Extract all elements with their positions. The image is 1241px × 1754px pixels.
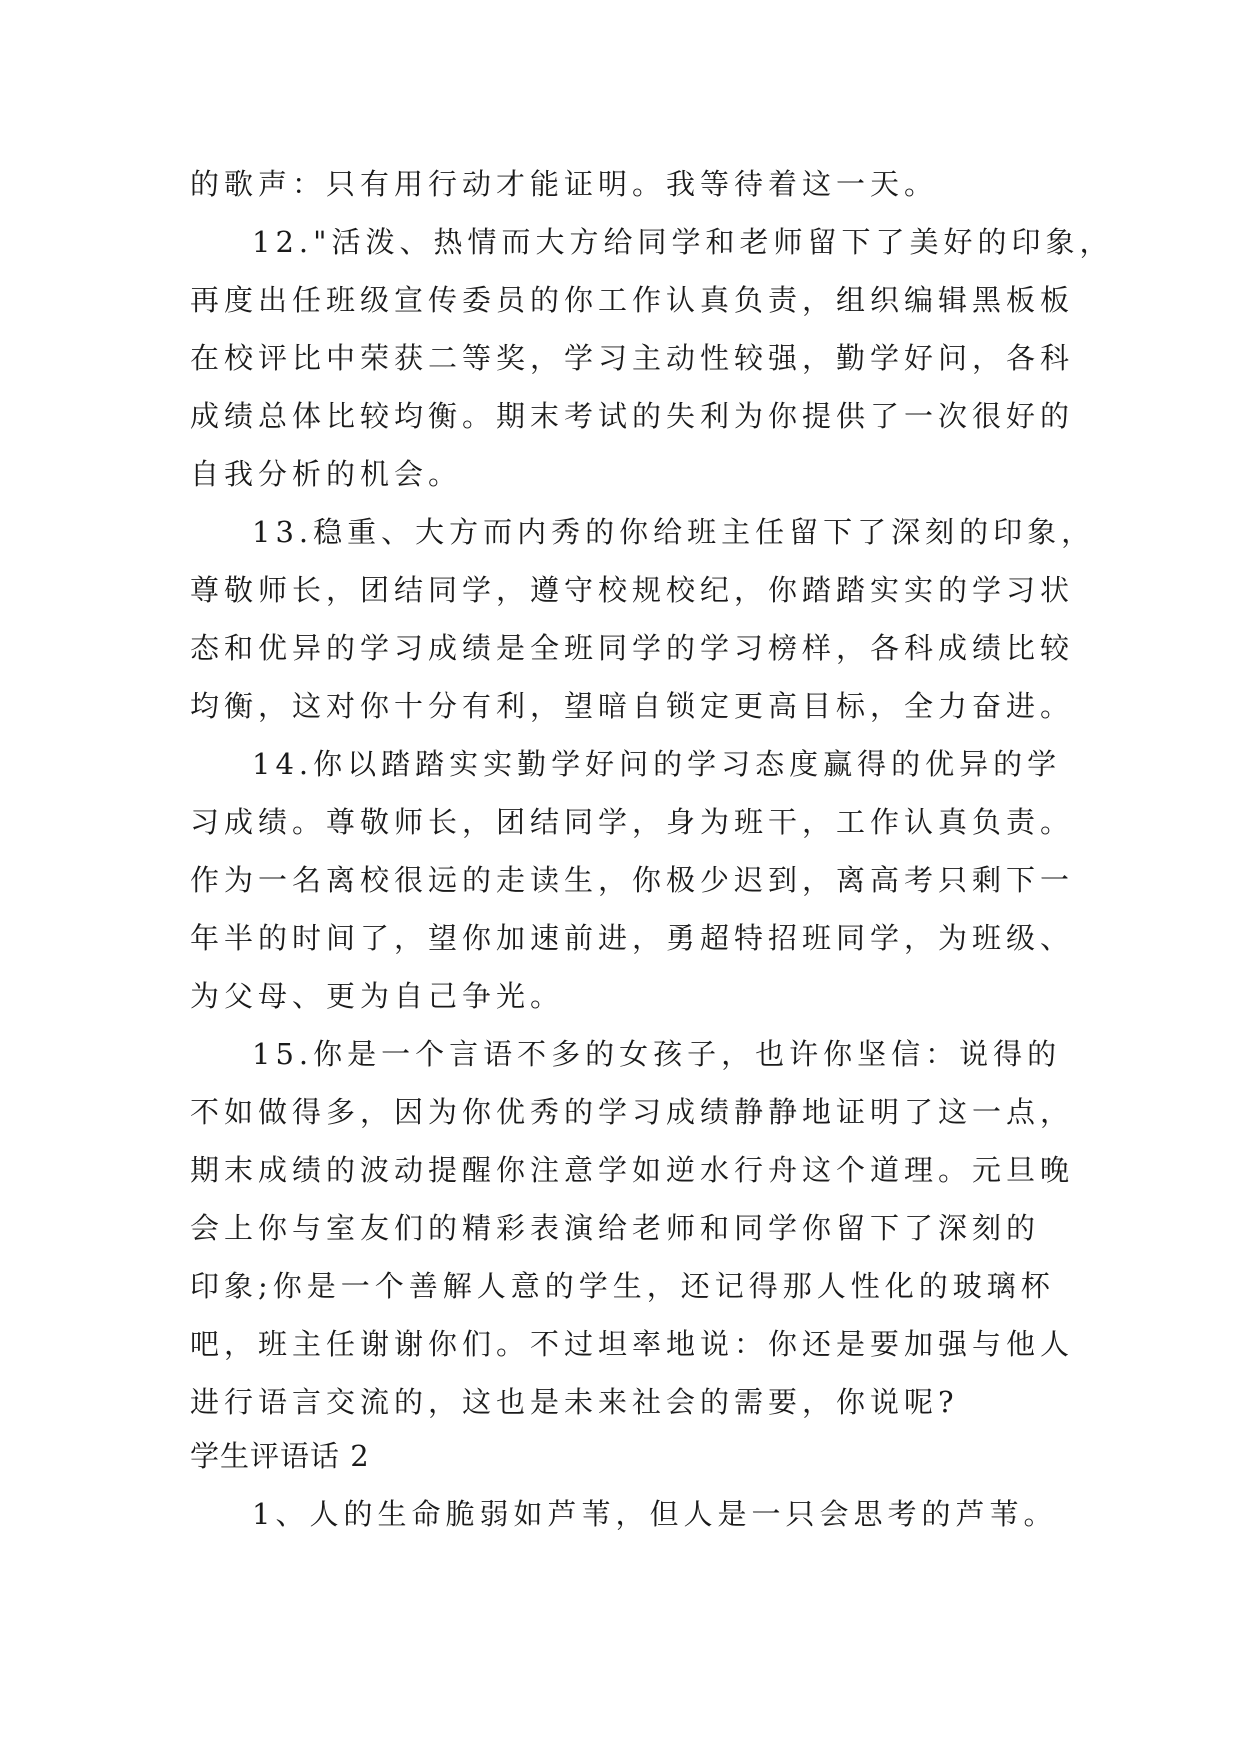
text-line: 习成绩。尊敬师长，团结同学，身为班干，工作认真负责。	[190, 805, 1075, 839]
paragraph-13-start: 13.稳重、大方而内秀的你给班主任留下了深刻的印象，	[252, 515, 1096, 549]
text-line: 在校评比中荣获二等奖，学习主动性较强，勤学好问，各科	[190, 341, 1075, 375]
text-line: 自我分析的机会。	[190, 457, 463, 491]
text-line: 不如做得多，因为你优秀的学习成绩静静地证明了这一点，	[190, 1095, 1075, 1129]
text-line: 的歌声：只有用行动才能证明。我等待着这一天。	[190, 167, 939, 201]
paragraph-14-start: 14.你以踏踏实实勤学好问的学习态度赢得的优异的学	[252, 747, 1062, 781]
text-line: 期末成绩的波动提醒你注意学如逆水行舟这个道理。元旦晚	[190, 1153, 1075, 1187]
text-line: 会上你与室友们的精彩表演给老师和同学你留下了深刻的	[190, 1211, 1041, 1245]
text-line: 年半的时间了，望你加速前进，勇超特招班同学，为班级、	[190, 921, 1075, 955]
text-line: 态和优异的学习成绩是全班同学的学习榜样，各科成绩比较	[190, 631, 1075, 665]
text-line: 再度出任班级宣传委员的你工作认真负责，组织编辑黑板板	[190, 283, 1075, 317]
section-heading: 学生评语话 2	[190, 1439, 370, 1473]
text-line: 成绩总体比较均衡。期末考试的失利为你提供了一次很好的	[190, 399, 1075, 433]
text-line: 尊敬师长，团结同学，遵守校规校纪，你踏踏实实的学习状	[190, 573, 1075, 607]
text-line: 作为一名离校很远的走读生，你极少迟到，离高考只剩下一	[190, 863, 1075, 897]
paragraph-15-start: 15.你是一个言语不多的女孩子，也许你坚信：说得的	[252, 1037, 1062, 1071]
text-line: 吧，班主任谢谢你们。不过坦率地说：你还是要加强与他人	[190, 1327, 1075, 1361]
text-line: 均衡，这对你十分有利，望暗自锁定更高目标，全力奋进。	[190, 689, 1075, 723]
paragraph-12-start: 12."活泼、热情而大方给同学和老师留下了美好的印象，	[252, 225, 1114, 259]
text-line: 进行语言交流的，这也是未来社会的需要，你说呢?	[190, 1385, 959, 1419]
paragraph-1-start: 1、人的生命脆弱如芦苇，但人是一只会思考的芦苇。	[252, 1497, 1058, 1531]
text-line: 印象;你是一个善解人意的学生，还记得那人性化的玻璃杯	[190, 1269, 1055, 1303]
text-line: 为父母、更为自己争光。	[190, 979, 565, 1013]
